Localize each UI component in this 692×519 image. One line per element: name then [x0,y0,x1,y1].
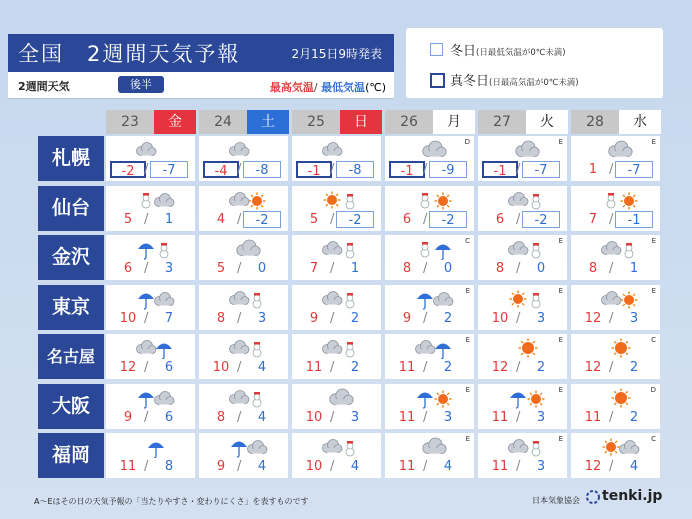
forecast-cell [478,285,567,330]
forecast-cell [292,235,381,280]
cloud-snowman-icon [601,238,641,260]
temp-slash: / [516,360,521,375]
fuyubi-note: (日最低気温が0℃未満) [476,48,566,58]
reliability-rank: E [558,286,563,295]
max-temp: 12 [119,360,137,375]
forecast-cell [106,285,195,330]
mafuyubi-note: (日最高気温が0℃未満) [489,78,579,88]
max-temp: 10 [491,310,509,326]
weekday: 土 [247,110,289,134]
min-temp: 3 [257,310,267,326]
cloud-icon [322,387,362,409]
forecast-cell [292,433,381,478]
reliability-rank: E [651,237,656,245]
tenki-logo-icon [586,490,600,504]
reliability-rank: E [558,435,563,443]
temp-slash: / [423,409,428,425]
title-bar [8,34,394,72]
max-temp: 8 [216,409,226,425]
reliability-rank: E [651,286,656,295]
max-temp: 11 [398,459,416,474]
legend-box [406,28,663,98]
cloud-snowman-icon [322,238,362,260]
max-temp: 6 [123,261,133,276]
max-temp: -1 [296,161,332,178]
reliability-rank: E [558,336,563,344]
weekday: 金 [154,110,196,134]
temp-slash: / [423,211,428,227]
min-temp: 4 [257,409,267,425]
sun-cloud-icon [601,436,641,458]
max-temp: 10 [119,310,137,326]
sub-header [8,72,394,99]
max-temp: 9 [123,409,133,425]
max-temp: 8 [402,261,412,276]
city-label: 金沢 [38,235,104,280]
city-label: 札幌 [38,136,104,181]
weekday: 水 [619,110,661,134]
reliability-rank: D [650,385,656,394]
min-temp: 4 [443,459,453,474]
temp-slash: / [423,310,428,326]
forecast-cell [571,334,660,379]
day-header [199,110,289,134]
reliability-rank: E [558,237,563,245]
subtitle: 2週間天気 [18,80,70,93]
min-temp: 3 [443,409,453,425]
min-temp: 3 [164,261,174,276]
reliability-rank: E [558,385,563,394]
sun-snowman-icon [322,189,362,211]
forecast-cell [385,334,474,379]
half-badge: 後半 [118,76,164,93]
temp-slash: / [516,211,521,227]
sun-icon [601,387,641,409]
forecast-cell [199,285,288,330]
cloud-sun-icon [229,189,269,211]
day-number: 27 [478,110,526,134]
umbrella-cloud-icon [136,288,176,310]
forecast-cell [571,186,660,231]
max-temp: 8 [588,261,598,276]
min-temp: 1 [164,211,174,227]
temp-slash: / [609,162,614,177]
forecast-cell [292,334,381,379]
min-temp: 3 [536,310,546,326]
reliability-rank: C [651,336,656,344]
umbrella-sun-icon [415,387,455,409]
city-label: 名古屋 [38,334,104,379]
temp-unit: (℃) [365,81,386,94]
min-temp: -7 [522,161,560,178]
forecast-cell [478,136,567,181]
forecast-cell [571,136,660,181]
max-temp: 5 [309,211,319,227]
temp-slash: / [609,310,614,326]
max-temp: 8 [216,310,226,326]
temp-slash: / [144,261,149,276]
forecast-cell [385,136,474,181]
max-temp: 10 [212,360,230,375]
fuyubi-swatch [430,43,443,56]
max-temp: 10 [305,459,323,474]
max-temp: 12 [491,360,509,375]
temp-slash: / [423,162,428,177]
max-temp: 11 [398,409,416,425]
reliability-rank: C [465,237,470,245]
min-temp: 0 [257,261,267,276]
min-temp: 3 [350,409,360,425]
cloud-umbrella-icon [136,337,176,359]
forecast-cell [571,235,660,280]
cloud-snow-snowman-icon [136,139,176,161]
cloud-sun-icon [601,288,641,310]
issued-time: 2月15日9時発表 [291,47,382,61]
temp-slash: / [330,360,335,375]
min-temp: 6 [164,409,174,425]
min-temp-label: 最低気温 [321,81,366,94]
max-temp: 11 [491,409,509,425]
min-temp: 6 [164,360,174,375]
min-temp: -9 [429,161,467,178]
day-header [106,110,196,134]
temp-slash: / [330,409,335,425]
cloud-icon [229,238,269,260]
forecast-cell [478,334,567,379]
temp-slash: / [237,211,242,227]
sun-snowman-icon [508,288,548,310]
weekday: 火 [526,110,568,134]
forecast-cell [385,285,474,330]
forecast-cell [571,384,660,429]
day-header [292,110,382,134]
umbrella-sun-icon [508,387,548,409]
min-temp: -1 [615,211,653,228]
min-temp: 4 [257,360,267,375]
max-temp: 11 [305,360,323,375]
temp-slash: / [516,162,521,177]
umbrella-cloud-icon [229,436,269,458]
temp-slash: / [237,310,242,326]
cloud-icon [415,436,455,458]
temp-slash: / [144,310,149,326]
cloud-snowman-icon [229,288,269,310]
temp-slash: / [144,409,149,425]
reliability-rank: E [651,138,656,146]
min-temp: 2 [443,360,453,375]
temp-slash: / [237,162,242,177]
min-temp: 3 [536,409,546,425]
snowman-cloud-icon [136,189,176,211]
max-temp: 12 [584,459,602,474]
temp-slash: / [237,360,242,375]
cloud-snowman-icon [229,337,269,359]
min-temp: 4 [350,459,360,474]
temp-slash: / [330,261,335,276]
snowman-sun-icon [415,189,455,211]
min-temp: 1 [629,261,639,276]
temp-slash: / [609,211,614,227]
forecast-cell [292,136,381,181]
min-temp: -7 [615,161,653,178]
forecast-cell [199,433,288,478]
max-temp: 1 [588,162,598,177]
day-number: 26 [385,110,433,134]
day-number: 28 [571,110,619,134]
reliability-rank: E [465,385,470,394]
city-label: 東京 [38,285,104,330]
min-temp: -7 [150,161,188,178]
forecast-cell [478,235,567,280]
temp-slash: / [144,211,149,227]
temp-slash: / [516,459,521,474]
temp-slash: / [237,409,242,425]
cloud-snowman-icon [508,436,548,458]
min-temp: 7 [164,310,174,326]
temp-slash: / [609,409,614,425]
forecast-cell [199,334,288,379]
forecast-cell [199,235,288,280]
temp-slash: / [609,261,614,276]
max-temp: 12 [584,310,602,326]
city-label: 仙台 [38,186,104,231]
max-temp: 11 [491,459,509,474]
max-temp: 11 [584,409,602,425]
temp-slash: / [516,409,521,425]
forecast-cell [199,384,288,429]
cloud-icon [601,139,641,161]
temp-slash: / [516,310,521,326]
cloud-icon [415,139,455,161]
reliability-rank: E [465,336,470,344]
min-temp: 2 [629,409,639,425]
mafuyubi-swatch [430,73,445,88]
snowman-umbrella-icon [415,238,455,260]
forecast-cell [106,136,195,181]
min-temp: -8 [243,161,281,178]
max-temp: 5 [123,211,133,227]
min-temp: 2 [536,360,546,375]
forecast-cell [571,433,660,478]
reliability-rank: D [464,138,470,146]
cloud-umbrella-icon [415,337,455,359]
brand: tenki.jp [602,488,663,504]
max-temp: 9 [216,459,226,474]
forecast-cell [106,384,195,429]
umbrella-snowman-icon [136,238,176,260]
temp-slash: / [144,459,149,474]
forecast-cell [571,285,660,330]
cloud-snowman-icon [322,436,362,458]
min-temp: 2 [629,360,639,375]
temp-slash: / [330,310,335,326]
fuyubi-label: 冬日 [450,44,477,59]
max-temp: -2 [110,161,146,178]
legend-mafuyubi [450,70,579,90]
temp-slash: / [609,360,614,375]
min-temp: 4 [629,459,639,474]
day-header [571,110,661,134]
forecast-cell [478,384,567,429]
min-temp: -2 [429,211,467,228]
umbrella-cloud-icon [136,387,176,409]
forecast-cell [106,334,195,379]
reliability-rank: E [558,138,563,146]
max-temp: 7 [588,211,598,227]
day-header [478,110,568,134]
page-title: 全国 2週間天気予報 [18,42,241,66]
temp-slash: / [237,459,242,474]
cloud-snowman-icon [508,189,548,211]
mafuyubi-label: 真冬日 [450,74,490,89]
min-temp: -2 [336,211,374,228]
cloud-icon [508,139,548,161]
min-temp: 3 [536,459,546,474]
forecast-cell [106,433,195,478]
min-temp: 2 [350,310,360,326]
forecast-cell [292,186,381,231]
footnote: A～Eはその日の天気予報の「当たりやすさ・変わりにくさ」を表すものです [34,497,309,506]
cloud-snow-snowman-icon [322,139,362,161]
max-temp-label: 最高気温 [269,81,314,94]
reliability-rank: C [651,435,656,443]
day-number: 24 [199,110,247,134]
forecast-cell [478,433,567,478]
snowman-sun-icon [601,189,641,211]
temp-slash: / [330,211,335,227]
forecast-cell [292,285,381,330]
max-temp: 6 [495,211,505,227]
forecast-cell [385,433,474,478]
min-temp: -8 [336,161,374,178]
max-temp: 12 [584,360,602,375]
day-number: 23 [106,110,154,134]
max-temp: 6 [402,211,412,227]
weekday: 日 [340,110,382,134]
max-temp: 11 [398,360,416,375]
max-temp: -4 [203,161,239,178]
max-temp: -1 [389,161,425,178]
forecast-cell [199,136,288,181]
temp-slash: / [144,162,149,177]
min-temp: 1 [350,261,360,276]
forecast-cell [106,186,195,231]
min-temp: -2 [243,211,281,228]
min-temp: 2 [350,360,360,375]
legend-fuyubi [450,40,566,60]
max-temp: 5 [216,261,226,276]
max-temp: 10 [305,409,323,425]
day-number: 25 [292,110,340,134]
sun-icon [508,337,548,359]
cloud-snowman-icon [322,337,362,359]
max-temp: 8 [495,261,505,276]
temp-slash: / [423,261,428,276]
reliability-rank: E [465,435,470,443]
temp-slash: / [330,459,335,474]
forecast-cell [385,186,474,231]
cloud-snowman-icon [229,387,269,409]
min-temp: 3 [629,310,639,326]
forecast-cell [385,384,474,429]
temp-slash: / [423,360,428,375]
reliability-rank: E [465,286,470,295]
forecast-cell [106,235,195,280]
temp-slash: / [423,459,428,474]
forecast-cell [199,186,288,231]
credit: 日本気象協会 [532,496,580,505]
forecast-cell [292,384,381,429]
max-temp: 9 [309,310,319,326]
min-temp: 0 [536,261,546,276]
min-temp: 4 [257,459,267,474]
umbrella-cloud-icon [415,288,455,310]
forecast-cell [478,186,567,231]
temp-slash: / [144,360,149,375]
day-header [385,110,475,134]
max-temp: -1 [482,161,518,178]
min-temp: 0 [443,261,453,276]
weekday: 月 [433,110,475,134]
max-temp: 7 [309,261,319,276]
cloud-snowman-icon [322,288,362,310]
temp-slash: / [516,261,521,276]
min-temp: 2 [443,310,453,326]
city-label: 福岡 [38,433,104,478]
temp-slash: / [609,459,614,474]
max-temp: 9 [402,310,412,326]
cloud-snow-snowman-icon [229,139,269,161]
max-temp: 4 [216,211,226,227]
cloud-snowman-icon [508,238,548,260]
city-label: 大阪 [38,384,104,429]
temp-separator: / [313,81,318,94]
max-temp: 11 [119,459,137,474]
temp-slash: / [237,261,242,276]
forecast-cell [385,235,474,280]
sun-icon [601,337,641,359]
umbrella-icon [136,436,176,458]
min-temp: 8 [164,459,174,474]
temp-slash: / [330,162,335,177]
temp-legend [270,79,386,95]
min-temp: -2 [522,211,560,228]
